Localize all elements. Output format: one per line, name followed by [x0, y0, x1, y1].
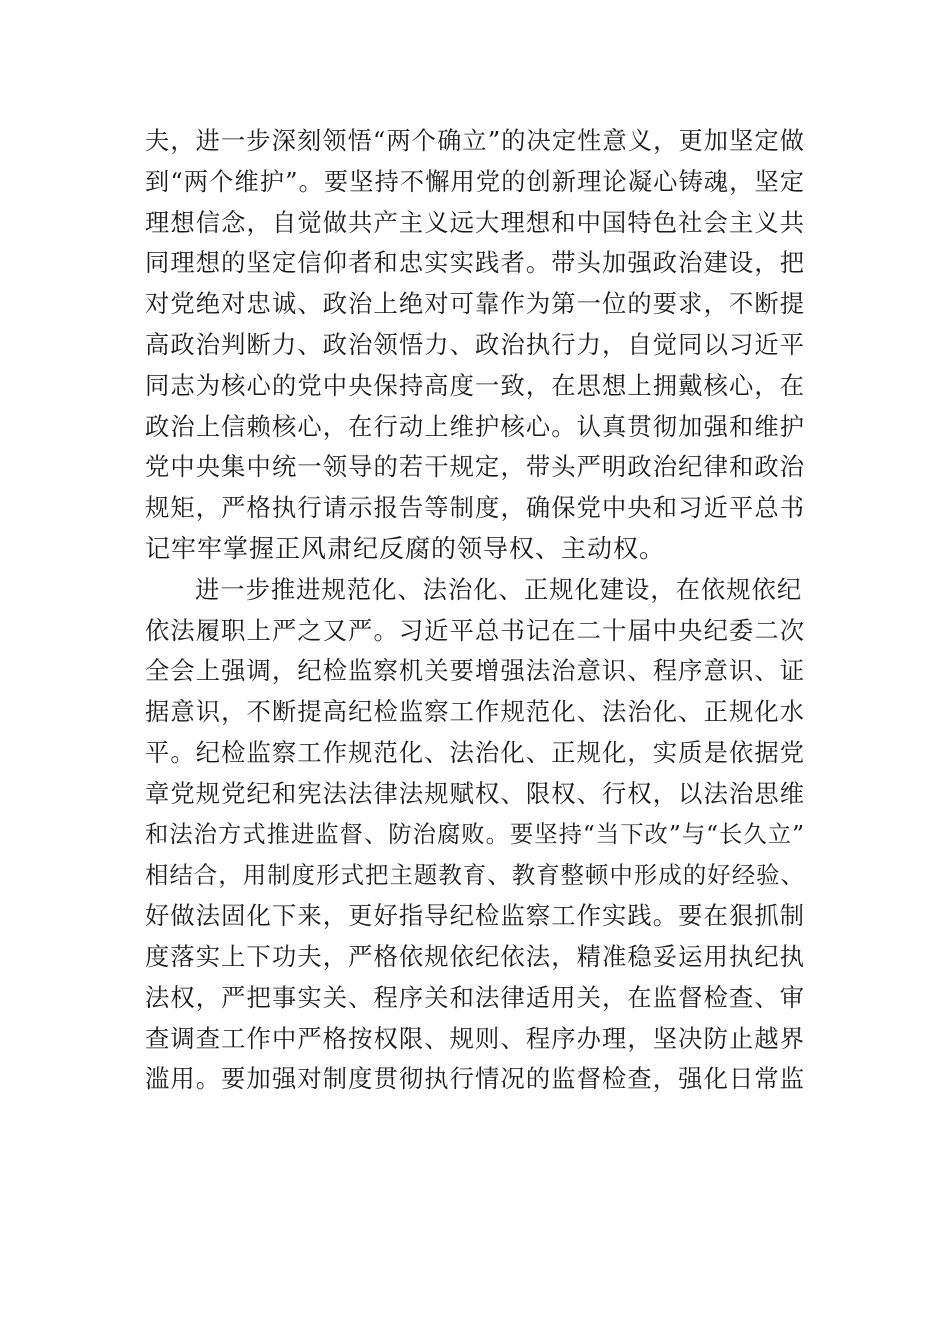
text-line: 规矩，严格执行请示报告等制度，确保党中央和习近平总书 — [145, 493, 805, 523]
text-line: 章党规党纪和宪法法律法规赋权、限权、行权，以法治思维 — [145, 778, 805, 808]
text-line: 全会上强调，纪检监察机关要增强法治意识、程序意识、证 — [145, 656, 805, 686]
text-line: 度落实上下功夫，严格依规依纪依法，精准稳妥运用执纪执 — [145, 941, 805, 971]
paragraph-first-line: 进一步推进规范化、法治化、正规化建设，在依规依纪 — [195, 574, 803, 604]
text-line: 好做法固化下来，更好指导纪检监察工作实践。要在狠抓制 — [145, 901, 805, 931]
text-line: 和法治方式推进监督、防治腐败。要坚持“当下改”与“长久立” — [145, 820, 805, 848]
text-line: 同理想的坚定信仰者和忠实实践者。带头加强政治建设，把 — [145, 248, 805, 278]
text-line: 到“两个维护”。要坚持不懈用党的创新理论凝心铸魂，坚定 — [145, 167, 805, 196]
text-line: 夫，进一步深刻领悟“两个确立”的决定性意义，更加坚定做 — [145, 127, 805, 155]
text-line: 同志为核心的党中央保持高度一致，在思想上拥戴核心，在 — [145, 370, 805, 400]
text-line: 平。纪检监察工作规范化、法治化、正规化，实质是依据党 — [145, 737, 805, 767]
text-line: 查调查工作中严格按权限、规则、程序办理，坚决防止越界 — [145, 1023, 805, 1053]
text-line: 滥用。要加强对制度贯彻执行情况的监督检查，强化日常监 — [145, 1064, 805, 1094]
text-line: 党中央集中统一领导的若干规定，带头严明政治纪律和政治 — [145, 452, 805, 482]
body-text — [145, 121, 805, 1100]
text-line: 记牢牢掌握正风肃纪反腐的领导权、主动权。 — [145, 533, 666, 563]
text-line: 理想信念，自觉做共产主义远大理想和中国特色社会主义共 — [145, 207, 805, 237]
text-line: 依法履职上严之又严。习近平总书记在二十届中央纪委二次 — [145, 615, 805, 645]
text-line: 对党绝对忠诚、政治上绝对可靠作为第一位的要求，不断提 — [145, 289, 805, 319]
text-line: 法权，严把事实关、程序关和法律适用关，在监督检查、审 — [145, 982, 805, 1012]
text-line: 政治上信赖核心，在行动上维护核心。认真贯彻加强和维护 — [145, 411, 805, 441]
text-line: 相结合，用制度形式把主题教育、教育整顿中形成的好经验、 — [145, 861, 805, 890]
text-line: 高政治判断力、政治领悟力、政治执行力，自觉同以习近平 — [145, 329, 805, 359]
text-line: 据意识，不断提高纪检监察工作规范化、法治化、正规化水 — [145, 697, 805, 727]
